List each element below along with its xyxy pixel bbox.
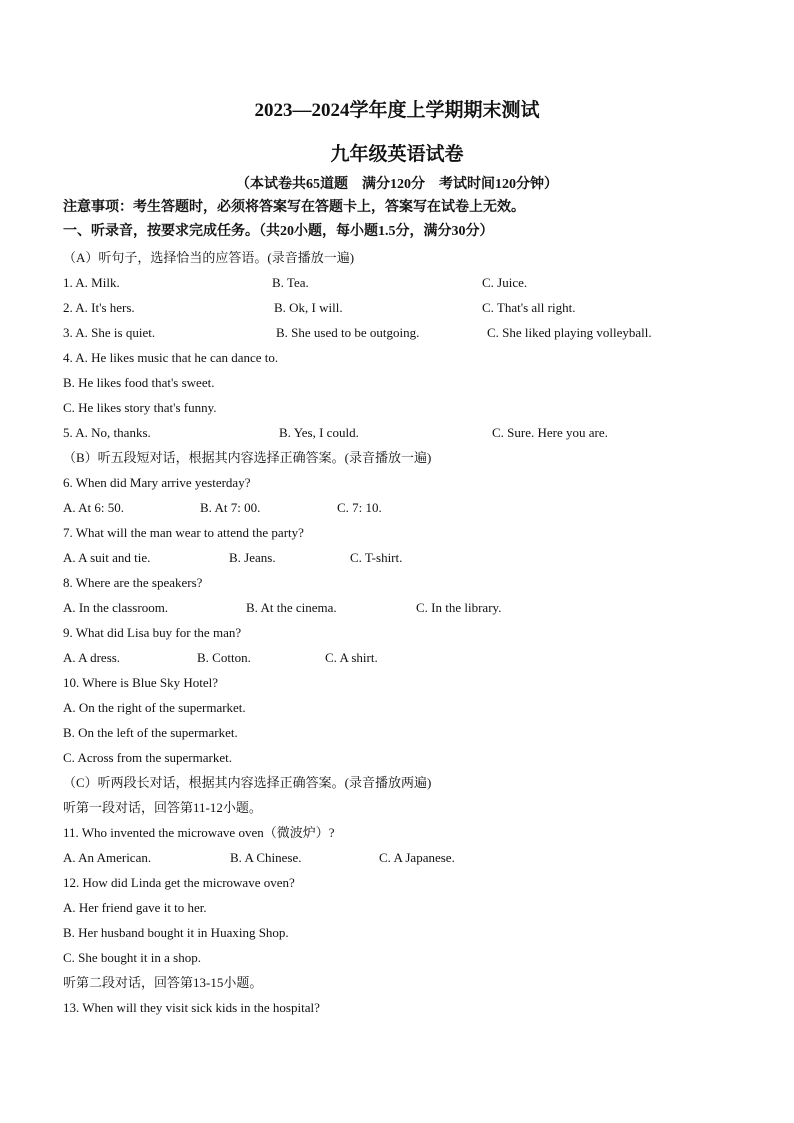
q8-option-a: A. In the classroom.	[63, 600, 169, 615]
q9-option-b: B. Cotton.	[197, 650, 251, 665]
q10-stem: 10. Where is Blue Sky Hotel?	[63, 675, 219, 690]
q11-stem: 11. Who invented the microwave oven（微波炉）?	[63, 825, 335, 840]
q6-option-b: B. At 7: 00.	[200, 500, 261, 515]
q10-option-b: B. On the left of the supermarket.	[63, 725, 238, 740]
q8-stem: 8. Where are the speakers?	[63, 575, 203, 590]
q9-option-c: C. A shirt.	[325, 650, 378, 665]
q3-option-a: 3. A. She is quiet.	[63, 325, 156, 340]
dialog1-instruction: 听第一段对话，回答第11-12小题。	[63, 800, 262, 815]
q6-option-c: C. 7: 10.	[337, 500, 382, 515]
q1-option-c: C. Juice.	[482, 275, 528, 290]
q11-option-c: C. A Japanese.	[379, 850, 455, 865]
part-a-instruction: （A）听句子，选择恰当的应答语。(录音播放一遍)	[63, 250, 355, 265]
q4-option-c: C. He likes story that's funny.	[63, 400, 217, 415]
q6-stem: 6. When did Mary arrive yesterday?	[63, 475, 251, 490]
section1-heading: 一、听录音，按要求完成任务。（共20小题，每小题1.5分，满分30分）	[63, 224, 494, 239]
q5-option-a: 5. A. No, thanks.	[63, 425, 151, 440]
q11-option-b: B. A Chinese.	[230, 850, 302, 865]
q3-option-c: C. She liked playing volleyball.	[487, 325, 652, 340]
part-b-instruction: （B）听五段短对话，根据其内容选择正确答案。(录音播放一遍)	[63, 450, 432, 465]
exam-subtitle: 九年级英语试卷	[330, 144, 464, 165]
exam-info: （本试卷共65道题 满分120分 考试时间120分钟）	[236, 177, 558, 192]
q2-option-b: B. Ok, I will.	[274, 300, 343, 315]
q9-option-a: A. A dress.	[63, 650, 121, 665]
q6-option-a: A. At 6: 50.	[63, 500, 125, 515]
q4-option-a: 4. A. He likes music that he can dance to.	[63, 350, 279, 365]
dialog2-instruction: 听第二段对话，回答第13-15小题。	[63, 975, 263, 990]
q12-stem: 12. How did Linda get the microwave oven?	[63, 875, 295, 890]
q12-option-a: A. Her friend gave it to her.	[63, 900, 207, 915]
q12-option-b: B. Her husband bought it in Huaxing Shop.	[63, 925, 289, 940]
exam-title: 2023—2024学年度上学期期末测试	[254, 100, 540, 121]
q10-option-a: A. On the right of the supermarket.	[63, 700, 246, 715]
q8-option-b: B. At the cinema.	[246, 600, 337, 615]
q11-option-a: A. An American.	[63, 850, 152, 865]
q3-option-b: B. She used to be outgoing.	[276, 325, 420, 340]
q2-option-c: C. That's all right.	[482, 300, 576, 315]
q9-stem: 9. What did Lisa buy for the man?	[63, 625, 242, 640]
q13-stem: 13. When will they visit sick kids in the hospital?	[63, 1000, 320, 1015]
q4-option-b: B. He likes food that's sweet.	[63, 375, 215, 390]
q7-option-b: B. Jeans.	[229, 550, 276, 565]
q7-option-c: C. T-shirt.	[350, 550, 403, 565]
q12-option-c: C. She bought it in a shop.	[63, 950, 201, 965]
q5-option-c: C. Sure. Here you are.	[492, 425, 608, 440]
q10-option-c: C. Across from the supermarket.	[63, 750, 232, 765]
q5-option-b: B. Yes, I could.	[279, 425, 359, 440]
part-c-instruction: （C）听两段长对话，根据其内容选择正确答案。(录音播放两遍)	[63, 775, 432, 790]
notice: 注意事项：考生答题时，必须将答案写在答题卡上，答案写在试卷上无效。	[63, 200, 525, 215]
q8-option-c: C. In the library.	[416, 600, 502, 615]
q1-option-a: 1. A. Milk.	[63, 275, 120, 290]
q7-option-a: A. A suit and tie.	[63, 550, 151, 565]
q1-option-b: B. Tea.	[272, 275, 309, 290]
q2-option-a: 2. A. It's hers.	[63, 300, 135, 315]
q7-stem: 7. What will the man wear to attend the party?	[63, 525, 304, 540]
